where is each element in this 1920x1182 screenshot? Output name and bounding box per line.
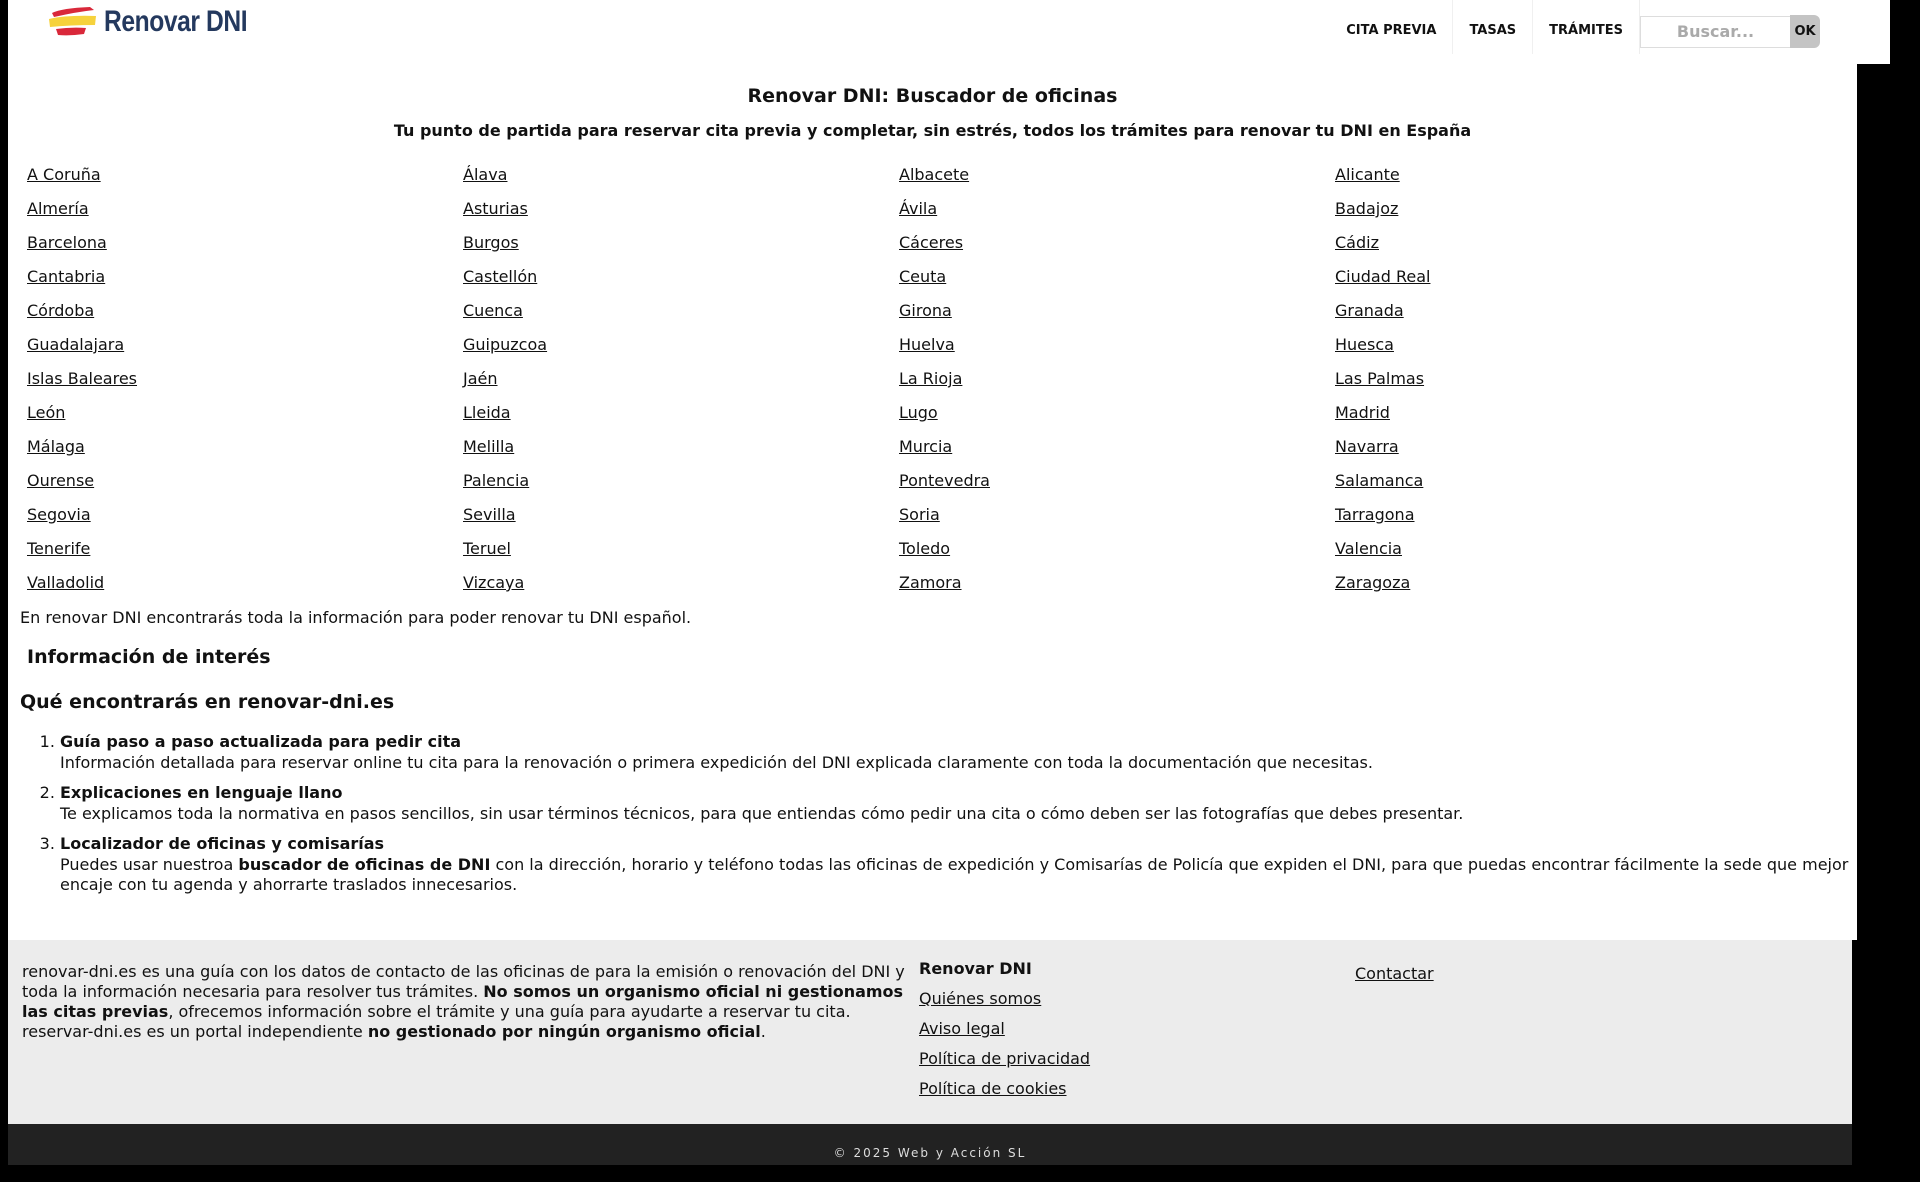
- footer-contact-column: [1355, 964, 1434, 983]
- footer-link-aviso-legal[interactable]: Aviso legal: [919, 1019, 1005, 1038]
- province-link[interactable]: Murcia: [899, 437, 953, 456]
- province-link[interactable]: Guadalajara: [27, 335, 125, 354]
- feature-desc-text: Puedes usar nuestroa: [60, 855, 239, 874]
- province-link[interactable]: Melilla: [463, 437, 515, 456]
- province-link[interactable]: Segovia: [27, 505, 91, 524]
- province-link[interactable]: Almería: [27, 199, 89, 218]
- features-list: [20, 731, 1860, 904]
- province-link[interactable]: Las Palmas: [1335, 369, 1425, 388]
- search-ok-button[interactable]: OK: [1790, 15, 1820, 48]
- province-link[interactable]: La Rioja: [899, 369, 963, 388]
- nav-tasas[interactable]: TASAS: [1453, 0, 1533, 54]
- province-link[interactable]: Albacete: [899, 165, 970, 184]
- footer-link-contactar[interactable]: Contactar: [1355, 964, 1434, 983]
- main-nav: [1330, 0, 1820, 64]
- province-link[interactable]: Álava: [463, 165, 508, 184]
- province-link[interactable]: Ávila: [899, 199, 938, 218]
- province-link[interactable]: Huesca: [1335, 335, 1394, 354]
- province-link[interactable]: Salamanca: [1335, 471, 1424, 490]
- province-link[interactable]: Pontevedra: [899, 471, 990, 490]
- logo-link[interactable]: [46, 2, 279, 42]
- feature-title: 2. Explicaciones en lenguaje llano: [60, 783, 343, 802]
- province-link[interactable]: Málaga: [27, 437, 85, 456]
- feature-desc-text: con la dirección, horario y teléfono todas las oficinas de expedición y Comisarías de Policía que expiden el DNI, para que puedas encontrar fácilmente la sede que mejor encaje con tu agenda y ahorrarte traslados innecesarios.: [60, 855, 1849, 894]
- province-link[interactable]: León: [27, 403, 66, 422]
- features-heading: Qué encontrarás en renovar-dni.es: [20, 691, 395, 713]
- province-link[interactable]: Asturias: [463, 199, 528, 218]
- main-content: [8, 64, 1857, 940]
- page-subtitle: Tu punto de partida para reservar cita previa y completar, sin estrés, todos los trámites para renovar tu DNI en España: [393, 121, 1472, 140]
- feature-desc: [60, 855, 1860, 895]
- province-link[interactable]: Cádiz: [1335, 233, 1379, 252]
- info-heading: Información de interés: [27, 646, 271, 668]
- province-link[interactable]: Valencia: [1335, 539, 1402, 558]
- footer-about-bold: no gestionado por ningún organismo oficial: [367, 1022, 761, 1041]
- footer-about: [22, 962, 912, 1042]
- search-input[interactable]: [1640, 16, 1790, 48]
- province-link[interactable]: Navarra: [1335, 437, 1399, 456]
- province-link[interactable]: Palencia: [463, 471, 530, 490]
- province-link[interactable]: Castellón: [463, 267, 538, 286]
- province-link[interactable]: Jaén: [463, 369, 498, 388]
- province-link[interactable]: Guipuzcoa: [463, 335, 548, 354]
- logo-text: Renovar DNI: [104, 5, 248, 38]
- province-link[interactable]: Badajoz: [1335, 199, 1399, 218]
- province-link[interactable]: Cantabria: [27, 267, 106, 286]
- feature-desc-bold: buscador de oficinas de DNI: [238, 855, 491, 874]
- feature-desc: Información detallada para reservar online tu cita para la renovación o primera expedición del DNI explicada claramente con toda la documentación que necesitas.: [60, 753, 1373, 772]
- province-link[interactable]: Vizcaya: [463, 573, 525, 592]
- footer-column-title: Renovar DNI: [919, 959, 1032, 978]
- province-link[interactable]: Granada: [1335, 301, 1404, 320]
- feature-item: [60, 782, 1860, 824]
- footer-about-text: .: [760, 1022, 766, 1041]
- province-link[interactable]: Islas Baleares: [27, 369, 138, 388]
- province-link[interactable]: Zamora: [899, 573, 962, 592]
- province-link[interactable]: Madrid: [1335, 403, 1390, 422]
- feature-title: 1. Guía paso a paso actualizada para pedir cita: [60, 732, 462, 751]
- footer-about-text: renovar-dni.es es una guía con los datos de contacto de las oficinas de para la emisión o renovación del DNI y toda la información necesaria para resolver tus trámites.: [22, 962, 905, 1001]
- province-list: [27, 158, 1771, 600]
- province-link[interactable]: Barcelona: [27, 233, 107, 252]
- feature-item: [60, 833, 1860, 895]
- province-link[interactable]: Soria: [899, 505, 940, 524]
- footer-link-privacidad[interactable]: Política de privacidad: [919, 1049, 1091, 1068]
- province-link[interactable]: Alicante: [1335, 165, 1400, 184]
- province-link[interactable]: Ourense: [27, 471, 95, 490]
- province-link[interactable]: Ciudad Real: [1335, 267, 1431, 286]
- footer-about-bold: No somos un organismo oficial ni gestionamos las citas previas: [22, 982, 904, 1021]
- search-form: [1640, 15, 1820, 48]
- province-link[interactable]: Sevilla: [463, 505, 516, 524]
- province-link[interactable]: Tarragona: [1335, 505, 1415, 524]
- spain-flag-brush-icon: [46, 4, 98, 40]
- province-link[interactable]: Burgos: [463, 233, 519, 252]
- province-link[interactable]: Teruel: [463, 539, 511, 558]
- province-link[interactable]: A Coruña: [27, 165, 101, 184]
- province-link[interactable]: Huelva: [899, 335, 955, 354]
- province-link[interactable]: Girona: [899, 301, 952, 320]
- footer-link-quienes-somos[interactable]: Quiénes somos: [919, 989, 1042, 1008]
- province-link[interactable]: Toledo: [899, 539, 951, 558]
- feature-title: 3. Localizador de oficinas y comisarías: [60, 834, 385, 853]
- page-title: Renovar DNI: Buscador de oficinas: [747, 85, 1118, 107]
- province-link[interactable]: Cáceres: [899, 233, 964, 252]
- footer-link-cookies[interactable]: Política de cookies: [919, 1079, 1067, 1098]
- province-link[interactable]: Córdoba: [27, 301, 95, 320]
- province-link[interactable]: Ceuta: [899, 267, 947, 286]
- nav-tramites[interactable]: TRÁMITES: [1533, 0, 1640, 54]
- site-footer: [8, 940, 1852, 1124]
- intro-text: En renovar DNI encontrarás toda la información para poder renovar tu DNI español.: [20, 608, 692, 627]
- feature-desc: Te explicamos toda la normativa en pasos sencillos, sin usar términos técnicos, para que entiendas cómo pedir una cita o cómo deben ser las fotografías que debes presentar.: [60, 804, 1464, 823]
- copyright-bar: © 2025 Web y Acción SL: [8, 1124, 1852, 1165]
- province-link[interactable]: Lugo: [899, 403, 938, 422]
- footer-links-column: [919, 958, 1090, 1108]
- province-link[interactable]: Tenerife: [27, 539, 91, 558]
- province-link[interactable]: Valladolid: [27, 573, 105, 592]
- site-header: [8, 0, 1890, 64]
- province-link[interactable]: Zaragoza: [1335, 573, 1411, 592]
- province-link[interactable]: Lleida: [463, 403, 511, 422]
- footer-about-text: , ofrecemos información sobre el trámite y una guía para ayudarte a reservar tu cita. reservar-dni.es es un portal independiente: [22, 1002, 851, 1041]
- nav-cita-previa[interactable]: CITA PREVIA: [1330, 0, 1453, 54]
- feature-item: [60, 731, 1860, 773]
- province-link[interactable]: Cuenca: [463, 301, 523, 320]
